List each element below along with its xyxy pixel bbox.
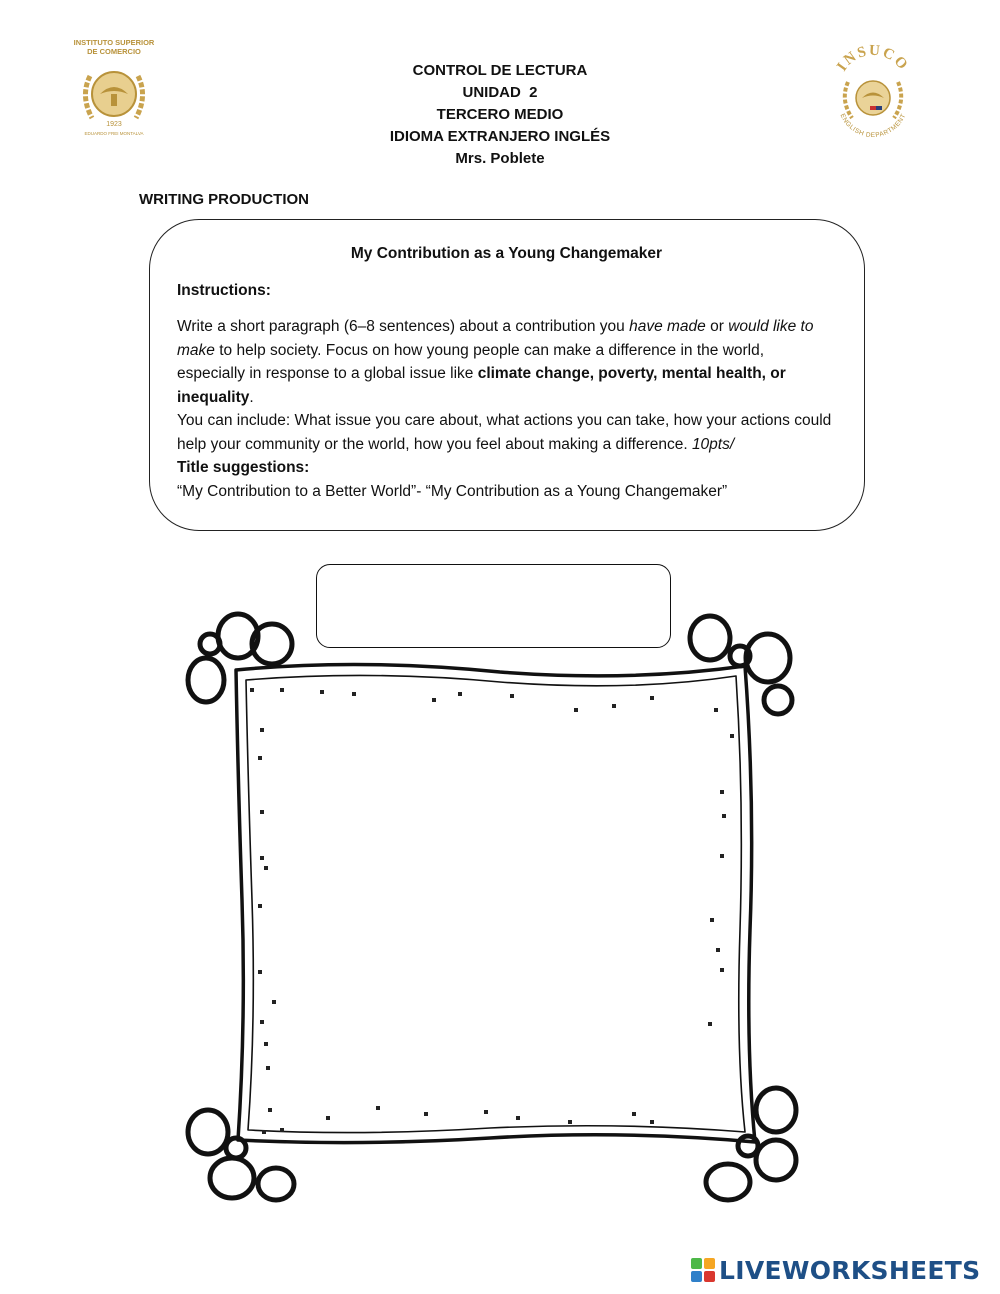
- liveworksheets-logo-icon: [691, 1258, 715, 1282]
- svg-text:1923: 1923: [106, 121, 122, 128]
- p1-text-a: Write a short paragraph (6–8 sentences) about a contribution you: [177, 318, 630, 335]
- title-suggestions: “My Contribution to a Better World”- “My Contribution as a Young Changemaker”: [177, 482, 728, 500]
- p1-text-g: .: [249, 388, 254, 406]
- insuco-english-department-icon: [826, 44, 920, 138]
- instructions-paragraph-2: [177, 409, 836, 456]
- p2-text-a: You can include: What issue you care about, what actions you can take, how your actions could help your community or the world, how you feel about making a difference.: [177, 412, 832, 453]
- header-line-1: CONTROL DE LECTURA: [412, 62, 588, 79]
- svg-text:ENGLISH DEPARTMENT: ENGLISH DEPARTMENT: [838, 112, 908, 138]
- title-input-box[interactable]: [316, 564, 671, 648]
- svg-text:EDUARDO FREI MONTALVA: EDUARDO FREI MONTALVA: [84, 131, 144, 136]
- document-header: [300, 60, 700, 170]
- instructions-box: [149, 219, 865, 531]
- svg-text:INSUCO: INSUCO: [834, 44, 912, 75]
- header-line-5: Mrs. Poblete: [455, 150, 545, 167]
- p1-emphasis-would-like: would like to make: [177, 318, 814, 359]
- suggestions-label-text: Title suggestions:: [177, 459, 310, 476]
- p1-text-e: to help society. Focus on how young people can make a difference in the world, especially in response to a global issue like: [177, 341, 765, 382]
- header-line-4: IDIOMA EXTRANJERO INGLÉS: [389, 128, 611, 145]
- decorative-flower-frame-icon: [180, 600, 810, 1210]
- instructions-body: [177, 315, 836, 503]
- insuco-logo: [826, 44, 920, 138]
- writing-area-frame[interactable]: [180, 600, 810, 1210]
- instructions-title: My Contribution as a Young Changemaker: [350, 245, 663, 262]
- liveworksheets-wordmark: LIVEWORKSHEETS: [719, 1255, 981, 1285]
- p1-emphasis-have-made: have made: [629, 318, 706, 335]
- title-suggestions-label: [177, 456, 836, 480]
- school-crest-icon: [70, 36, 158, 142]
- points-value: 10pts/: [691, 435, 735, 453]
- school-crest-logo: [70, 36, 158, 142]
- svg-text:INSTITUTO SUPERIOR: INSTITUTO SUPERIOR: [73, 38, 155, 47]
- p1-global-issues: climate change, poverty, mental health, or inequality: [177, 365, 786, 406]
- header-line-3: TERCERO MEDIO: [436, 106, 564, 123]
- liveworksheets-brand: [691, 1254, 991, 1286]
- instructions-paragraph-1: [177, 315, 836, 409]
- section-title: WRITING PRODUCTION: [139, 191, 309, 208]
- header-line-2: UNIDAD 2: [462, 84, 538, 101]
- instructions-label: Instructions:: [177, 281, 271, 299]
- svg-text:DE COMERCIO: DE COMERCIO: [87, 47, 141, 56]
- p1-text-c: or: [705, 318, 729, 335]
